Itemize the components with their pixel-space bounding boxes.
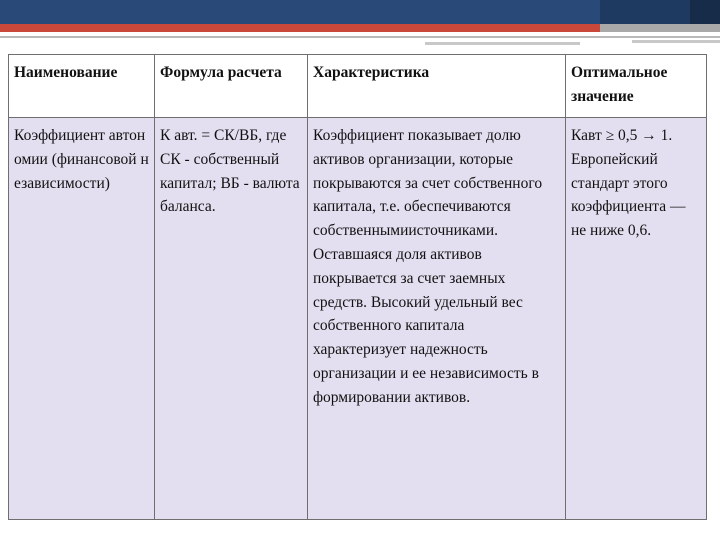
accent-stripe (0, 24, 720, 32)
accent-stripe-gray (600, 24, 720, 32)
cell-characteristic: Коэффициент показывает долю активов организации, которые покрываются за счет собственного капитала, т.е. обеспечиваются собственнымиисточниками. Оставшаяся доля активов покрывается за счет заемных средств. Высокий удельный вес собственного капитала характеризует надежность организации и ее независимость в формировании активов. (308, 118, 566, 520)
header-name: Наименование (9, 55, 155, 118)
table-header-row (9, 55, 707, 118)
banner-segment-left (0, 0, 600, 24)
table-row (9, 118, 707, 520)
divider-line-short-right (632, 40, 720, 43)
top-banner (0, 0, 720, 24)
header-optimal-value: Оптимальное значение (566, 55, 707, 118)
header-characteristic: Характеристика (308, 55, 566, 118)
coefficient-table (8, 54, 707, 520)
divider-line (0, 36, 720, 38)
cell-coefficient-name: Коэффициент автономии (финансовой независимости) (9, 118, 155, 520)
banner-segment-right (690, 0, 720, 24)
divider-line-short (425, 42, 580, 45)
cell-optimal-value: Кавт ≥ 0,5 → 1. Европейский стандарт этого коэффициента — не ниже 0,6. (566, 118, 707, 520)
cell-formula: К авт. = СК/ВБ, где СК - собственный капитал; ВБ - валюта баланса. (155, 118, 308, 520)
header-formula: Формула расчета (155, 55, 308, 118)
